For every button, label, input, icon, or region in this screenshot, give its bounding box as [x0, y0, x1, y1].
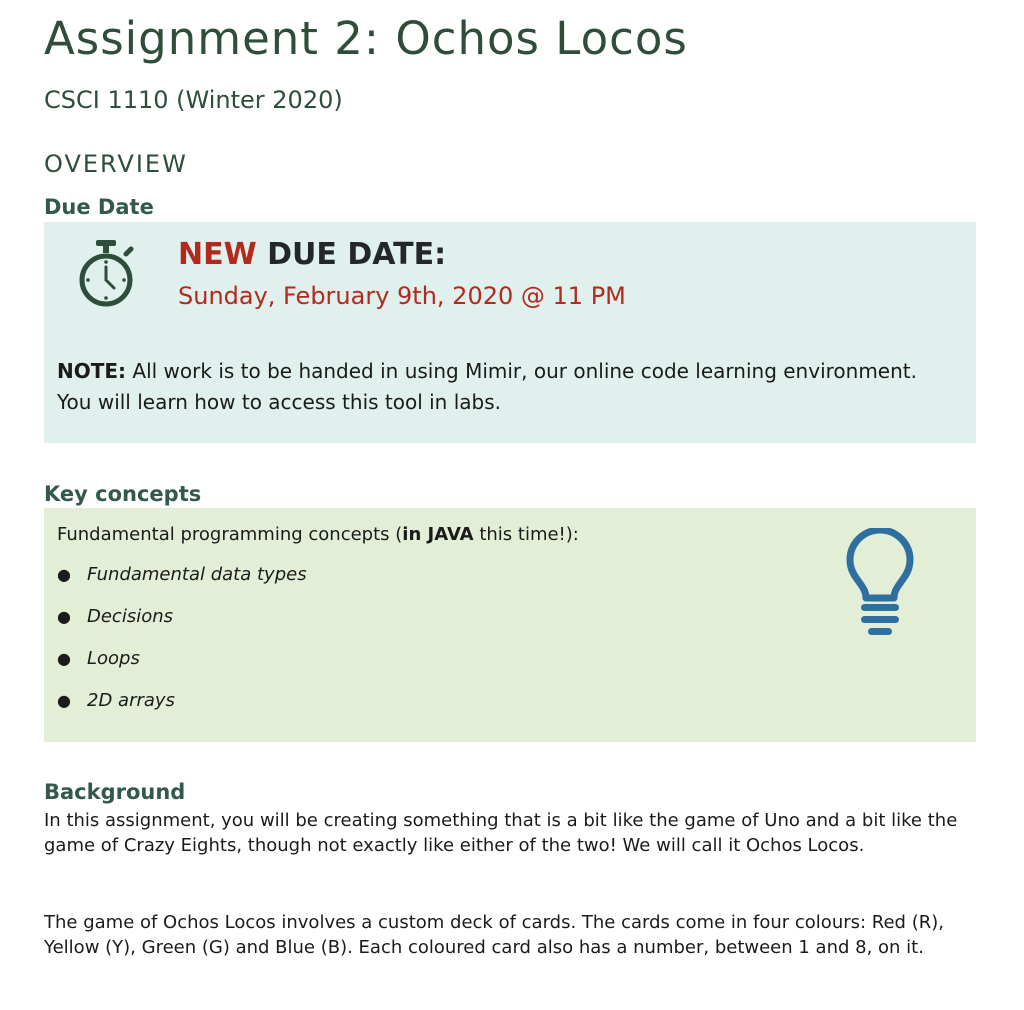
intro-text-end: this time!): [473, 524, 579, 545]
document-title: Assignment 2: Ochos Locos [44, 12, 688, 65]
key-concepts-intro [57, 524, 579, 545]
stopwatch-icon [74, 238, 138, 308]
list-item-text: Loops [87, 648, 140, 669]
intro-text: Fundamental programming concepts ( [57, 524, 403, 545]
note-text: All work is to be handed in using Mimir, our online code learning environment. You will learn how to access this tool in labs. [57, 359, 917, 414]
due-date-callout [44, 222, 976, 443]
due-date-label [178, 237, 446, 272]
key-concepts-list [57, 564, 307, 732]
note-label: NOTE: [57, 359, 127, 383]
bullet-icon: ● [57, 607, 71, 626]
bullet-icon: ● [57, 649, 71, 668]
list-item-text: Fundamental data types [87, 564, 307, 585]
due-date-value: Sunday, February 9th, 2020 @ 11 PM [178, 282, 626, 310]
due-date-label-text: DUE DATE: [256, 237, 447, 272]
background-paragraph: In this assignment, you will be creating something that is a bit like the game of Uno and a bit like the game of Crazy Eights, though not exactly like either of the two! We will call it Ochos Locos. [44, 810, 958, 856]
overview-heading: OVERVIEW [44, 150, 188, 178]
list-item [57, 606, 307, 648]
new-label: NEW [178, 237, 257, 272]
key-concepts-callout [44, 508, 976, 742]
bullet-icon: ● [57, 691, 71, 710]
lightbulb-icon [844, 528, 916, 640]
list-item [57, 564, 307, 606]
bullet-icon: ● [57, 565, 71, 584]
submission-note [57, 356, 957, 418]
course-subtitle: CSCI 1110 (Winter 2020) [44, 86, 343, 114]
due-date-heading: Due Date [44, 195, 154, 219]
background-heading: Background [44, 780, 186, 804]
list-item-text: Decisions [87, 606, 174, 627]
key-concepts-heading: Key concepts [44, 482, 202, 506]
background-paragraph: The game of Ochos Locos involves a custom deck of cards. The cards come in four colours: Red (R), Yellow (Y), Green (G) and Blue (B). Each coloured card also has a number, between 1 and 8, on it. [44, 912, 944, 958]
intro-bold-text: in JAVA [402, 524, 474, 545]
list-item [57, 648, 307, 690]
list-item-text: 2D arrays [87, 690, 175, 711]
list-item [57, 690, 307, 732]
